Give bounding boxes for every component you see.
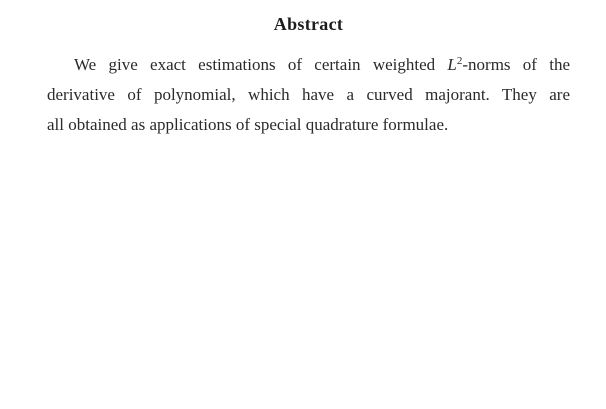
math-variable-L: L — [447, 55, 457, 74]
abstract-section — [47, 13, 570, 140]
abstract-line-3: all obtained as applications of special quadrature formulae. — [47, 115, 449, 134]
abstract-line-2: derivative of polynomial, which have a curved majorant. They are — [47, 85, 570, 104]
abstract-heading: Abstract — [273, 14, 344, 34]
abstract-line-1-text-pre: We give exact estimations of certain weighted — [74, 55, 448, 74]
math-superscript-2: 2 — [456, 55, 463, 67]
abstract-line-1 — [47, 50, 570, 80]
abstract-line-1-text-post: -norms of the — [462, 55, 571, 74]
